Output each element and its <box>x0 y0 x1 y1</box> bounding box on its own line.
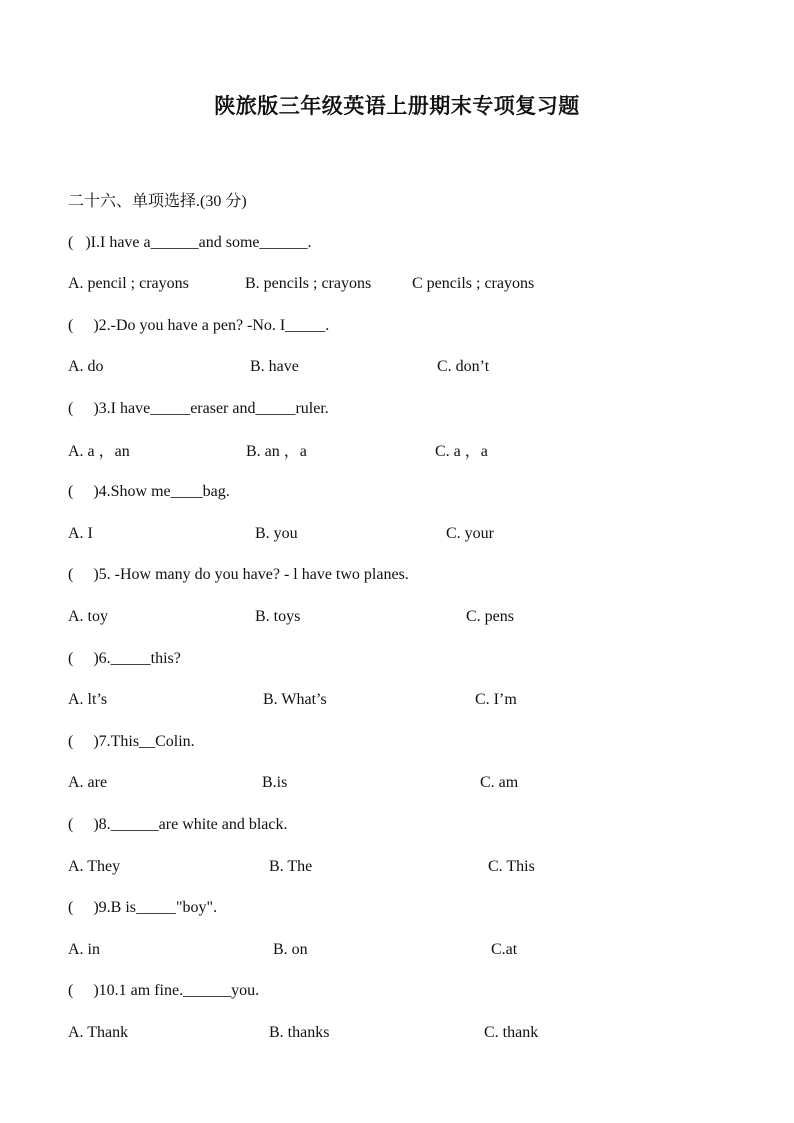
option-c: C. This <box>488 858 535 875</box>
option-a: A. I <box>68 525 93 542</box>
option-b: B. have <box>250 358 299 375</box>
option-a: A. are <box>68 774 108 791</box>
option-b: B.is <box>262 774 288 791</box>
option-c: C. a ，a <box>435 443 488 460</box>
option-c: C. pens <box>466 608 514 625</box>
option-a: A. do <box>68 358 104 375</box>
option-a: A. in <box>68 941 100 958</box>
page-title: 陕旅版三年级英语上册期末专项复习题 <box>214 94 580 118</box>
question-stem: ( )3.I have_____eraser and_____ruler. <box>68 400 329 417</box>
option-b: B. pencils ; crayons <box>245 275 372 292</box>
option-b: B. you <box>255 525 298 542</box>
option-c: C. thank <box>484 1024 539 1041</box>
option-c: C. don’t <box>437 358 490 375</box>
option-b: B. What’s <box>263 691 327 708</box>
question-stem: ( )7.This__Colin. <box>68 733 195 750</box>
question-stem: ( )5. -How many do you have? - l have two planes. <box>68 566 409 583</box>
option-b: B. on <box>273 941 308 958</box>
option-c: C. I’m <box>475 691 517 708</box>
option-a: A. pencil ; crayons <box>68 275 189 292</box>
option-a: A. toy <box>68 608 108 625</box>
option-a: A. Thank <box>68 1024 129 1041</box>
option-c: C. am <box>480 774 519 791</box>
option-b: B. toys <box>255 608 301 625</box>
question-stem: ( )10.1 am fine.______you. <box>68 982 260 999</box>
question-stem: ( )8.______are white and black. <box>68 816 288 833</box>
option-c: C.at <box>491 941 518 958</box>
option-b: B. thanks <box>269 1024 330 1041</box>
option-b: B. an ，a <box>246 443 307 460</box>
question-stem: ( )2.-Do you have a pen? -No. I_____. <box>68 317 330 334</box>
option-a: A. They <box>68 858 121 875</box>
question-stem: ( )4.Show me____bag. <box>68 483 230 500</box>
question-stem: ( )9.B is_____"boy". <box>68 899 218 916</box>
option-a: A. a ，an <box>68 443 130 460</box>
question-stem: ( )6._____this? <box>68 650 181 667</box>
section-heading: 二十六、单项选择.(30 分) <box>68 193 247 210</box>
option-a: A. lt’s <box>68 691 108 708</box>
option-c: C. your <box>446 525 494 542</box>
option-c: C pencils ; crayons <box>412 275 535 292</box>
option-b: B. The <box>269 858 313 875</box>
question-stem: ( )I.I have a______and some______. <box>68 234 312 251</box>
